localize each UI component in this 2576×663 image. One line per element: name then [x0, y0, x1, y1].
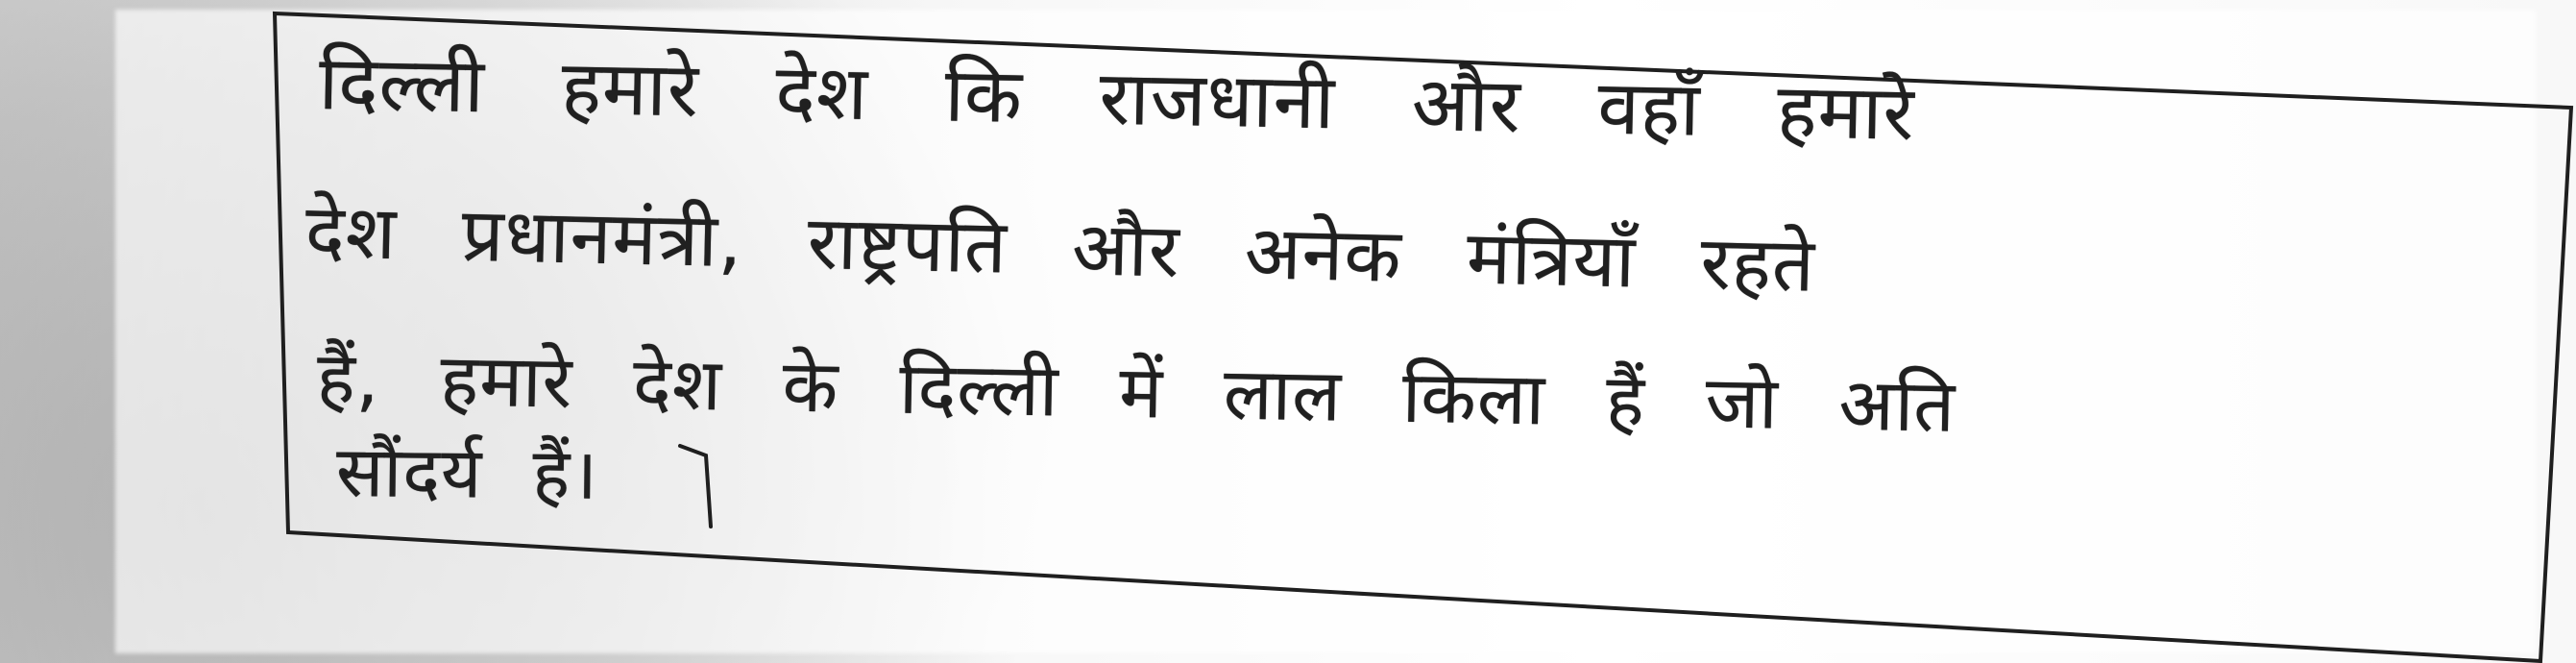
- handwritten-line-1: दिल्ली हमारे देश कि राजधानी और वहाँ हमारे: [318, 40, 1916, 158]
- handwritten-line-4: सौंदर्य हैं।: [335, 431, 599, 516]
- handwritten-line-2: देश प्रधानमंत्री, राष्ट्रपति और अनेक मंत्रियाँ रहते: [304, 189, 1816, 309]
- handwritten-line-3: हैं, हमारे देश के दिल्ली में लाल किला हैं जो अति: [316, 335, 1956, 449]
